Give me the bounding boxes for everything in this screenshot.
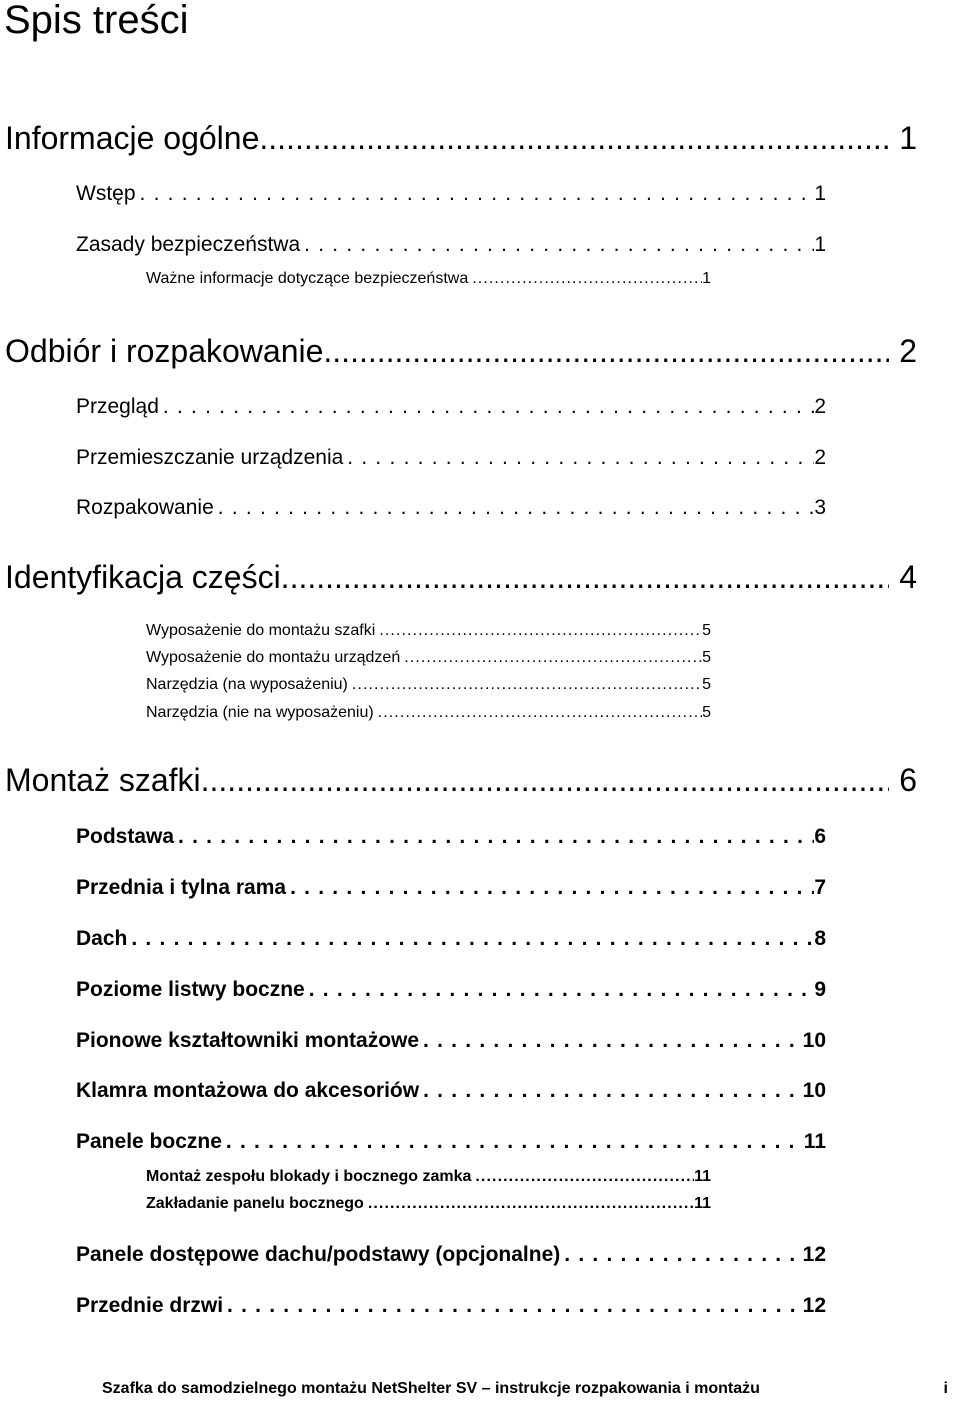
toc-dot-leader: [159, 393, 814, 421]
page-title: Spis treści: [4, 0, 189, 42]
toc-entry-level-3[interactable]: [146, 268, 711, 290]
toc-dot-leader: [343, 444, 814, 472]
toc-entry-page-number: 5: [702, 649, 711, 666]
toc-entry-title: Podstawa: [76, 825, 175, 848]
toc-dot-leader: [281, 557, 890, 597]
toc-entry-level-1[interactable]: [5, 331, 917, 371]
toc-entry-title: Narzędzia (na wyposażeniu): [146, 676, 348, 693]
toc-dot-leader: [560, 1241, 802, 1269]
toc-entry-level-2[interactable]: [76, 393, 826, 421]
toc-entry-title: Dach: [76, 927, 128, 950]
toc-entry-level-2[interactable]: [76, 823, 826, 851]
toc-entry-level-2[interactable]: [76, 1027, 826, 1055]
toc-entry-title: Przegląd: [76, 395, 159, 418]
toc-entry-level-3[interactable]: [146, 702, 711, 724]
toc-entry-page-number: 7: [814, 876, 826, 899]
toc-dot-leader: [136, 180, 815, 208]
toc-entry-title: Przednie drzwi: [76, 1294, 224, 1317]
toc-entry-level-2[interactable]: [76, 494, 826, 522]
toc-entry-page-number: 12: [802, 1294, 826, 1317]
toc-dot-leader: [214, 494, 815, 522]
toc-entry-title: Przednia i tylna rama: [76, 876, 287, 899]
toc-entry-page-number: 12: [802, 1243, 826, 1266]
toc-dot-leader: [471, 1166, 694, 1188]
toc-entry-level-1[interactable]: [5, 557, 917, 597]
toc-dot-leader: [174, 823, 814, 851]
toc-entry-title: Panele dostępowe dachu/podstawy (opcjonalne): [76, 1243, 561, 1266]
toc-entry-title: Montaż szafki: [5, 762, 201, 798]
toc-entry-page-number: 8: [814, 927, 826, 950]
toc-entry-page-number: 1: [814, 233, 826, 256]
toc-entry-title: Rozpakowanie: [76, 496, 214, 519]
toc-entry-title: Panele boczne: [76, 1130, 222, 1153]
toc-entry-level-3[interactable]: [146, 1166, 711, 1188]
toc-dot-leader: [419, 1027, 803, 1055]
toc-entry-level-2[interactable]: [76, 1077, 826, 1105]
toc-entry-page-number: 2: [814, 395, 826, 418]
toc-entry-level-2[interactable]: [76, 231, 826, 259]
toc-entry-title: Wyposażenie do montażu szafki: [146, 622, 376, 639]
toc-entry-title: Pionowe kształtowniki montażowe: [76, 1029, 420, 1052]
toc-dot-leader: [375, 620, 702, 642]
toc-entry-page-number: 2: [899, 333, 917, 369]
toc-entry-level-1[interactable]: [5, 760, 917, 800]
toc-entry-level-3[interactable]: [146, 674, 711, 696]
toc-entry-page-number: 5: [702, 676, 711, 693]
toc-dot-leader: [201, 760, 890, 800]
page-footer: [0, 1376, 960, 1402]
toc-entry-page-number: 4: [899, 559, 917, 595]
toc-entry-level-2[interactable]: [76, 444, 826, 472]
toc-dot-leader: [400, 647, 702, 669]
toc-dot-leader: [374, 702, 702, 724]
toc-entry-page-number: 6: [814, 825, 826, 848]
toc-entry-page-number: 3: [814, 496, 826, 519]
toc-entry-level-3[interactable]: [146, 647, 711, 669]
toc-entry-level-2[interactable]: [76, 180, 826, 208]
toc-entry-title: Wyposażenie do montażu urządzeń: [146, 649, 401, 666]
toc-dot-leader: [323, 331, 889, 371]
toc-entry-page-number: 10: [802, 1029, 826, 1052]
toc-entry-title: Informacje ogólne: [5, 120, 260, 156]
toc-entry-title: Klamra montażowa do akcesoriów: [76, 1079, 420, 1102]
toc-entry-level-2[interactable]: [76, 1292, 826, 1320]
toc-entry-page-number: 11: [803, 1130, 826, 1153]
toc-entry-level-2[interactable]: [76, 976, 826, 1004]
toc-dot-leader: [300, 231, 814, 259]
toc-entry-page-number: 10: [802, 1079, 826, 1102]
toc-entry-title: Narzędzia (nie na wyposażeniu): [146, 704, 374, 721]
toc-entry-page-number: 1: [702, 270, 711, 287]
toc-entry-title: Zakładanie panelu bocznego: [146, 1195, 364, 1212]
toc-entry-title: Montaż zespołu blokady i bocznego zamka: [146, 1168, 472, 1185]
toc-entry-title: Odbiór i rozpakowanie: [5, 333, 324, 369]
toc-entry-level-3[interactable]: [146, 620, 711, 642]
toc-dot-leader: [127, 925, 814, 953]
toc-dot-leader: [223, 1292, 803, 1320]
toc-entry-title: Wstęp: [76, 182, 136, 205]
toc-entry-page-number: 5: [702, 704, 711, 721]
toc-dot-leader: [222, 1128, 804, 1156]
toc-entry-page-number: 9: [814, 978, 826, 1001]
toc-dot-leader: [286, 874, 814, 902]
toc-dot-leader: [364, 1193, 694, 1215]
toc-entry-page-number: 1: [899, 120, 917, 156]
toc-entry-page-number: 11: [694, 1168, 711, 1185]
toc-entry-title: Przemieszczanie urządzenia: [76, 446, 344, 469]
toc-entry-page-number: 11: [694, 1195, 711, 1212]
toc-entry-level-3[interactable]: [146, 1193, 711, 1215]
toc-entry-level-2[interactable]: [76, 874, 826, 902]
toc-entry-title: Ważne informacje dotyczące bezpieczeństwa: [146, 270, 469, 287]
footer-page-number: i: [943, 1380, 948, 1397]
toc-entry-level-2[interactable]: [76, 1128, 826, 1156]
footer-document-title: Szafka do samodzielnego montażu NetShelter SV – instrukcje rozpakowania i montażu: [102, 1380, 760, 1397]
toc-entry-title: Zasady bezpieczeństwa: [76, 233, 301, 256]
toc-dot-leader: [348, 674, 702, 696]
toc-entry-level-2[interactable]: [76, 1241, 826, 1269]
toc-entry-title: Identyfikacja części: [5, 559, 281, 595]
toc-entry-page-number: 6: [899, 762, 917, 798]
toc-dot-leader: [468, 268, 702, 290]
toc-entry-page-number: 5: [702, 622, 711, 639]
toc-dot-leader: [305, 976, 815, 1004]
toc-entry-level-2[interactable]: [76, 925, 826, 953]
toc-entry-title: Poziome listwy boczne: [76, 978, 305, 1001]
toc-entry-level-1[interactable]: [5, 118, 917, 158]
toc-dot-leader: [419, 1077, 803, 1105]
toc-dot-leader: [259, 118, 889, 158]
toc-entry-page-number: 2: [814, 446, 826, 469]
toc-entry-page-number: 1: [814, 182, 826, 205]
